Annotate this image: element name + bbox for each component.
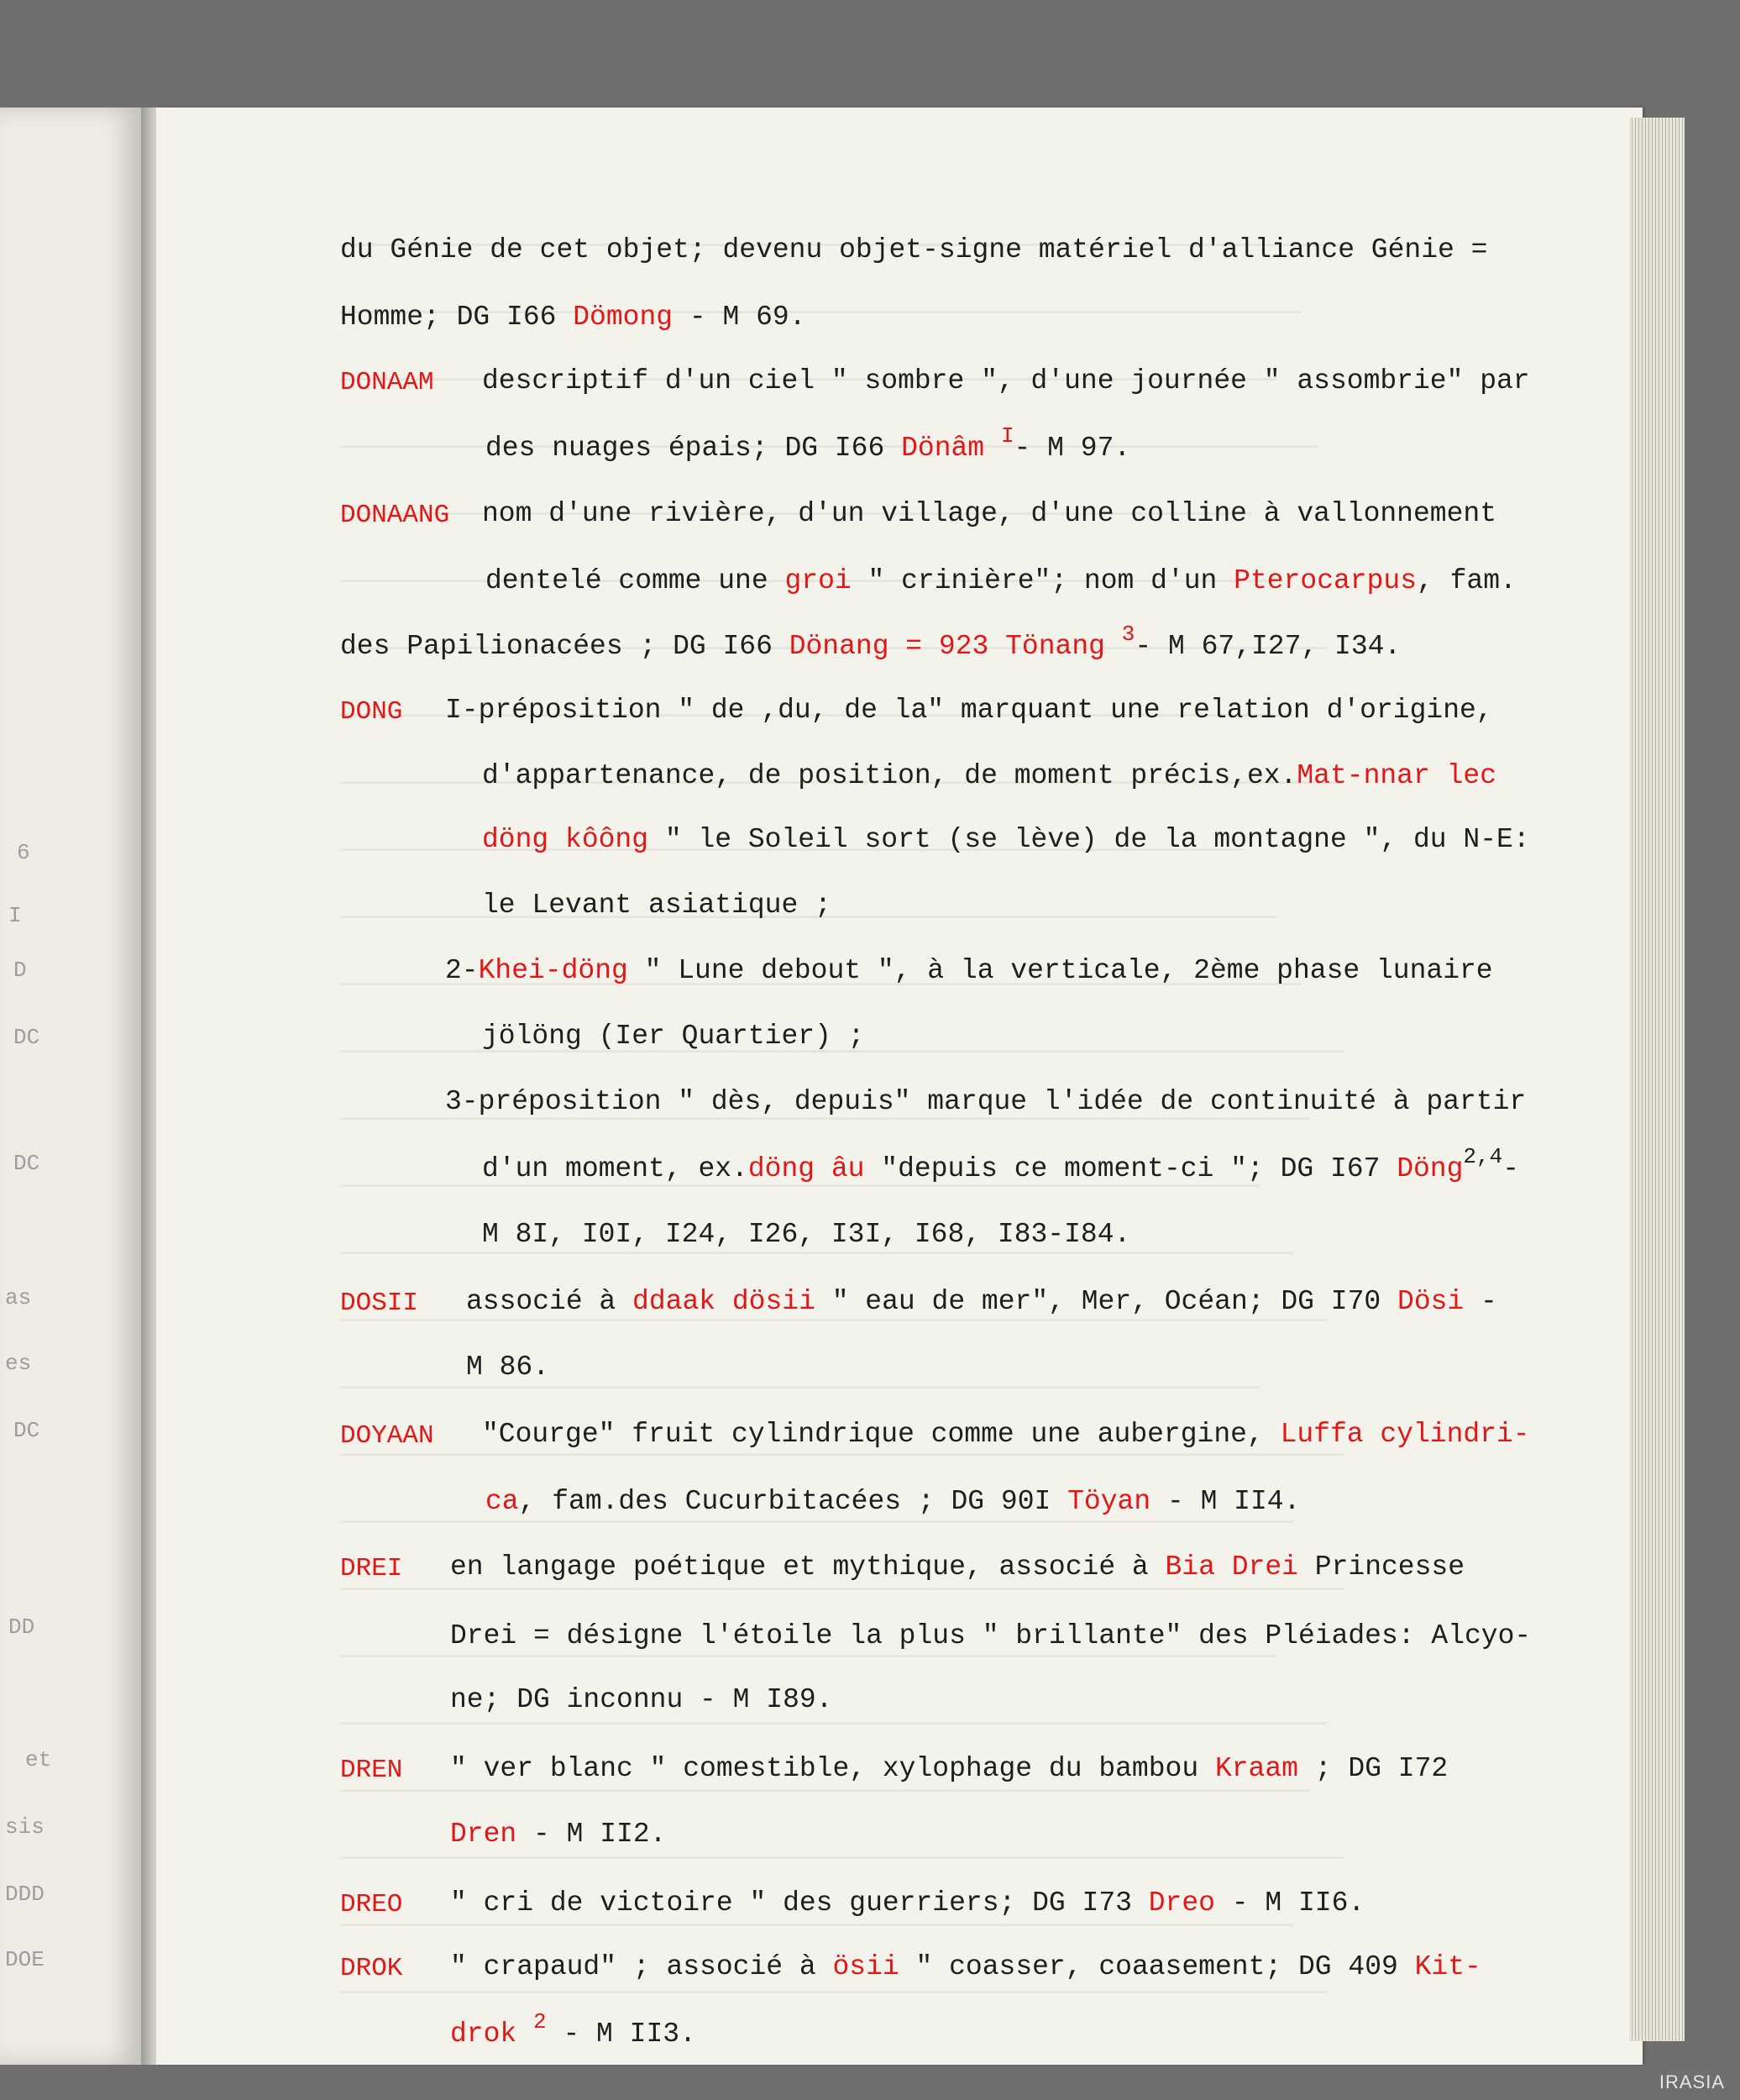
left-page-fragment: as xyxy=(5,1285,32,1310)
text-segment: "depuis ce moment-ci "; DG I67 xyxy=(864,1153,1397,1184)
text-segment: nom d'une rivière, d'un village, d'une colline à vallonnement xyxy=(482,498,1496,529)
text-segment: Drei = désigne l'étoile la plus " brillante" des Pléiades: Alcyo- xyxy=(450,1620,1532,1651)
text-segment: 3-préposition " dès, depuis" marque l'idée de continuité à partir xyxy=(445,1086,1527,1117)
text-segment: - M II4. xyxy=(1150,1486,1301,1517)
red-term: Dönâm xyxy=(901,433,985,464)
bleed-through-line xyxy=(340,1789,1310,1792)
text-segment: " coasser, coaasement; DG 409 xyxy=(899,1951,1415,1982)
left-page xyxy=(0,108,141,2065)
text-segment: " cri de victoire " des guerriers; DG I73 xyxy=(450,1887,1149,1919)
text-segment: - M II3. xyxy=(546,2019,696,2050)
page-edges xyxy=(1629,118,1685,2041)
text-segment: - M 67,I27, I34. xyxy=(1135,631,1402,662)
entry-text-line xyxy=(485,1485,1300,1519)
text-segment: descriptif d'un ciel " sombre ", d'une journée " assombrie" par xyxy=(482,365,1530,396)
text-segment: M 86. xyxy=(466,1352,550,1383)
entry-headword: DROK xyxy=(340,1954,403,1983)
red-term: Khei-döng xyxy=(478,955,628,986)
entry-text-line xyxy=(466,1285,1497,1319)
entry-headword: DREI xyxy=(340,1554,403,1583)
entry-text-line xyxy=(450,1950,1481,1984)
book-gutter xyxy=(141,108,156,2065)
text-segment: - M 69. xyxy=(673,302,806,333)
text-segment: " ver blanc " comestible, xylophage du bambou xyxy=(450,1753,1215,1784)
red-term: Töyan xyxy=(1067,1486,1151,1517)
entry-text-line xyxy=(450,2009,696,2052)
text-segment: , fam.des Cucurbitacées ; DG 90I xyxy=(518,1486,1068,1517)
bleed-through-line xyxy=(340,1319,1327,1321)
entry-text-line xyxy=(485,423,1131,466)
bleed-through-line xyxy=(340,1386,1260,1389)
text-segment: dentelé comme une xyxy=(485,565,785,596)
watermark: IRASIA xyxy=(1659,2071,1725,2092)
text-segment: ; DG I72 xyxy=(1297,1753,1449,1784)
left-page-fragment: sis xyxy=(5,1814,45,1840)
left-page-fragment: 6 xyxy=(17,840,30,865)
text-segment: d'un moment, ex. xyxy=(482,1153,748,1184)
text-segment: - M 97. xyxy=(1014,433,1131,464)
entry-text-line xyxy=(482,497,1496,531)
red-term: Dösi xyxy=(1397,1286,1465,1317)
text-segment: des Papilionacées ; DG I66 xyxy=(340,631,789,662)
text-segment: - xyxy=(1464,1286,1497,1317)
entry-headword: DOYAAN xyxy=(340,1421,434,1451)
entry-text-line xyxy=(340,301,806,334)
entry-headword: DREO xyxy=(340,1890,403,1919)
entry-text-line xyxy=(482,1418,1530,1452)
text-segment: M 8I, I0I, I24, I26, I3I, I68, I83-I84. xyxy=(482,1219,1131,1250)
entry-text-line xyxy=(485,564,1517,598)
text-segment: " Lune debout ", à la verticale, 2ème phase lunaire xyxy=(627,955,1493,986)
left-page-fragment: I xyxy=(8,903,22,928)
red-term: Kit- xyxy=(1414,1951,1481,1982)
text-segment: "Courge" fruit cylindrique comme une aubergine, xyxy=(482,1419,1281,1450)
red-term: Mat-nnar lec xyxy=(1297,760,1496,791)
red-term: drok xyxy=(450,2019,517,2050)
entry-text-line xyxy=(445,694,1493,727)
entry-text-line xyxy=(482,1020,864,1053)
entry-text-line xyxy=(450,1551,1465,1584)
text-segment: " crapaud" ; associé à xyxy=(450,1951,833,1982)
text-segment: 2,4 xyxy=(1463,1144,1503,1169)
entry-text-line xyxy=(482,1218,1130,1252)
left-page-fragment: DDD xyxy=(5,1882,45,1907)
red-term: Kraam xyxy=(1214,1753,1298,1784)
red-term: Bia Drei xyxy=(1165,1551,1298,1583)
entry-text-line xyxy=(450,1818,666,1851)
text-segment: - xyxy=(1502,1153,1520,1184)
text-segment: Homme; DG I66 xyxy=(340,302,574,333)
entry-text-line xyxy=(466,1351,549,1384)
bleed-through-line xyxy=(340,1991,1327,1993)
text-segment: associé à xyxy=(466,1286,633,1317)
red-term: Dren xyxy=(450,1819,517,1850)
text-segment: " le Soleil sort (se lève) de la montagne ", du N-E: xyxy=(648,824,1530,855)
red-term: Döng xyxy=(1397,1153,1464,1184)
entry-text-line xyxy=(445,1085,1526,1119)
entry-text-line xyxy=(482,1144,1520,1187)
text-segment xyxy=(516,2019,533,2050)
text-segment: Princesse xyxy=(1297,1551,1465,1583)
red-term: Dreo xyxy=(1148,1887,1215,1919)
bleed-through-line xyxy=(340,1722,1327,1725)
red-term: Pterocarpus xyxy=(1234,565,1418,596)
red-term: Luffa cylindri- xyxy=(1280,1419,1530,1450)
entry-text-line xyxy=(482,823,1530,857)
text-segment: du Génie de cet objet; devenu objet-signe matériel d'alliance Génie = xyxy=(340,234,1488,265)
entry-text-line xyxy=(450,1752,1448,1786)
red-term: ddaak dösii xyxy=(632,1286,815,1317)
text-segment: en langage poétique et mythique, associé à xyxy=(450,1551,1166,1583)
text-segment xyxy=(984,433,1001,464)
bleed-through-line xyxy=(340,1924,1293,1926)
bleed-through-line xyxy=(340,1655,1276,1657)
left-page-fragment: DD xyxy=(8,1614,35,1640)
bleed-through-line xyxy=(340,1588,1344,1590)
entry-text-line xyxy=(482,759,1496,793)
text-segment: le Levant asiatique ; xyxy=(482,890,831,921)
entry-text-line xyxy=(450,1683,832,1717)
entry-text-line xyxy=(340,622,1402,664)
entry-text-line xyxy=(450,1620,1531,1653)
text-segment: - M II6. xyxy=(1214,1887,1365,1919)
left-page-fragment: DC xyxy=(13,1151,40,1176)
entry-headword: DONAAM xyxy=(340,368,434,397)
left-page-fragment: DC xyxy=(13,1418,40,1443)
text-segment: , fam. xyxy=(1417,565,1517,596)
text-segment: " crinière"; nom d'un xyxy=(851,565,1234,596)
red-term: Dömong xyxy=(573,302,673,333)
red-term: 3 xyxy=(1121,622,1135,647)
red-term: Dönang = 923 Tönang xyxy=(789,631,1105,662)
left-page-fragment: D xyxy=(13,958,27,983)
entry-headword: DOSII xyxy=(340,1289,419,1318)
text-segment xyxy=(1105,631,1122,662)
text-segment: 2- xyxy=(445,955,479,986)
left-page-fragment: es xyxy=(5,1351,32,1376)
red-term: ösii xyxy=(832,1951,899,1982)
red-term: 2 xyxy=(533,2009,547,2034)
red-term: groi xyxy=(784,565,852,596)
text-segment: - M II2. xyxy=(516,1819,667,1850)
left-page-fragment: DC xyxy=(13,1025,40,1050)
text-segment: des nuages épais; DG I66 xyxy=(485,433,902,464)
red-term: ca xyxy=(485,1486,519,1517)
red-term: döng âu xyxy=(747,1153,865,1184)
text-segment: I-préposition " de ,du, de la" marquant une relation d'origine, xyxy=(445,695,1493,726)
text-segment: jölöng (Ier Quartier) ; xyxy=(482,1021,865,1052)
bleed-through-line xyxy=(340,1520,1293,1523)
entry-text-line xyxy=(482,889,831,922)
text-segment: ne; DG inconnu - M I89. xyxy=(450,1684,833,1715)
text-segment: " eau de mer", Mer, Océan; DG I70 xyxy=(815,1286,1398,1317)
left-page-fragment: DOE xyxy=(5,1947,45,1972)
entry-text-line xyxy=(482,365,1530,398)
entry-text-line xyxy=(340,234,1487,267)
red-term: döng kôông xyxy=(482,824,649,855)
entry-headword: DONG xyxy=(340,697,403,727)
bleed-through-line xyxy=(340,1453,1344,1456)
entry-text-line xyxy=(445,954,1493,988)
text-segment: d'appartenance, de position, de moment précis,ex. xyxy=(482,760,1297,791)
bleed-through-line xyxy=(340,1252,1293,1254)
red-term: I xyxy=(1000,423,1014,449)
entry-headword: DONAANG xyxy=(340,501,450,530)
entry-headword: DREN xyxy=(340,1756,403,1785)
bleed-through-line xyxy=(340,1856,1344,1859)
entry-text-line xyxy=(450,1887,1365,1920)
left-page-fragment: et xyxy=(25,1747,52,1772)
